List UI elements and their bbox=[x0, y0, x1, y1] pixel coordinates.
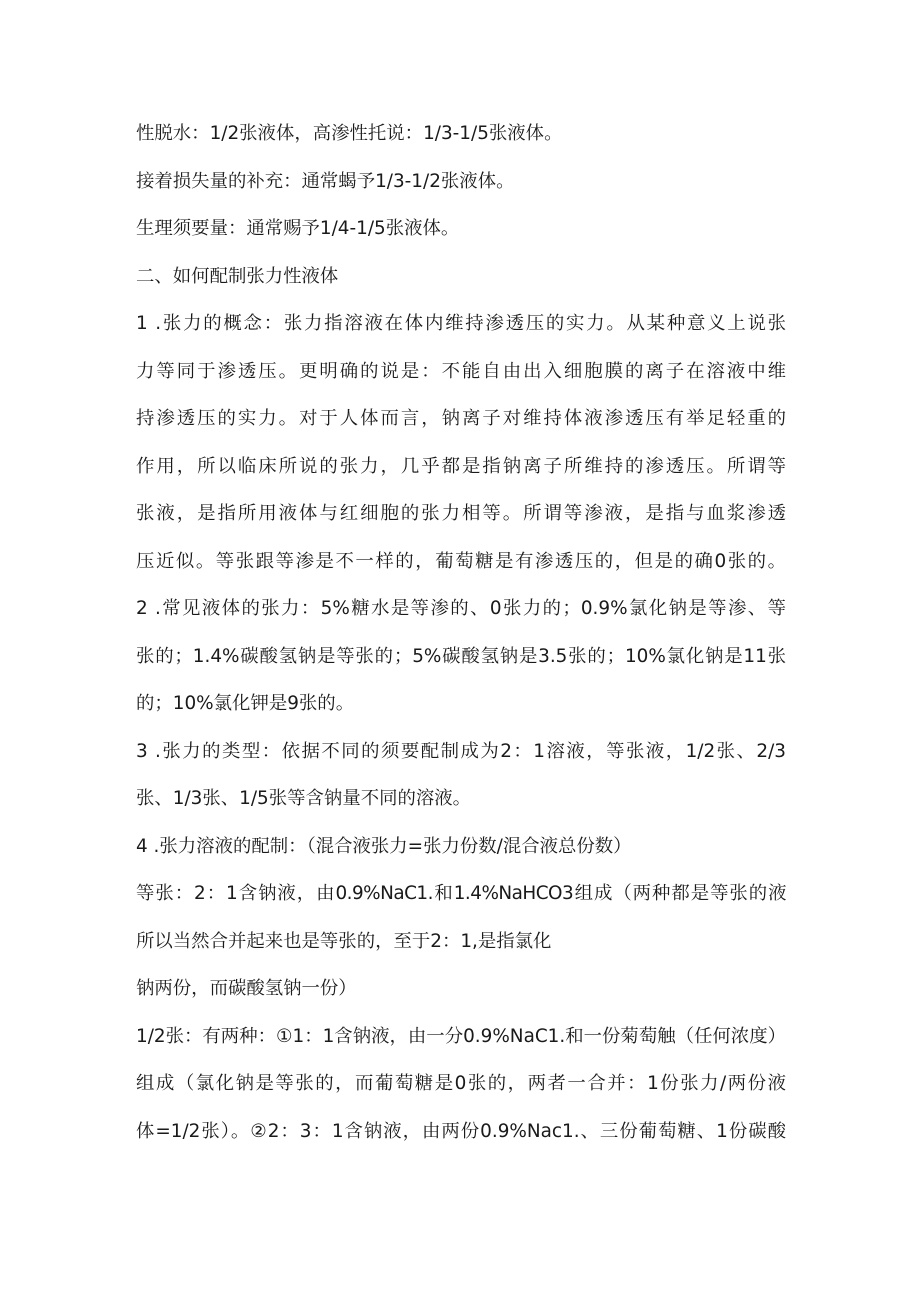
text-line: 性脱水：1/2张液体，高渗性托说：1/3-1/5张液体。 bbox=[136, 123, 563, 144]
text-line: 3 .张力的类型：依据不同的须要配制成为2：1溶液，等张液，1/2张、2/3 bbox=[136, 740, 786, 762]
text-line: 1/2张：有两种：①1：1含钠液，由一分0.9%NaC1.和一份菊萄触（任何浓度） bbox=[136, 1025, 786, 1047]
text-line: 张的；1.4%碳酸氢钠是等张的；5%碳酸氢钠是3.5张的；10%氯化钠是11张 bbox=[136, 645, 786, 667]
text-line: 所以当然合并起来也是等张的，至于2：1,是指氯化 bbox=[136, 930, 552, 952]
text-line: 1 .张力的概念：张力指溶液在体内维持渗透压的实力。从某种意义上说张 bbox=[136, 313, 786, 334]
text-line: 二、如何配制张力性液体 bbox=[136, 265, 339, 287]
text-line: 钠两份，而碳酸氢钠一份） bbox=[136, 978, 357, 999]
text-line: 压近似。等张跟等渗是不一样的，葡萄糖是有渗透压的，但是的确0张的。 bbox=[136, 550, 786, 572]
text-line: 张、1/3张、1/5张等含钠量不同的溶液。 bbox=[136, 788, 472, 809]
text-line: 的；10%氯化钾是9张的。 bbox=[136, 693, 355, 714]
text-line: 作用，所以临床所说的张力，几乎都是指钠离子所维持的渗透压。所谓等 bbox=[136, 455, 786, 477]
text-line: 体=1/2张）。②2：3：1含钠液，由两份0.9%Nac1.、三份葡萄糖、1份碳酸 bbox=[136, 1120, 786, 1142]
text-line: 组成（氯化钠是等张的，而葡萄糖是0张的，两者一合并：1份张力/两份液 bbox=[136, 1073, 786, 1094]
text-line: 持渗透压的实力。对于人体而言，钠离子对维持体液渗透压有举足轻重的 bbox=[136, 408, 786, 429]
text-line: 2 .常见液体的张力：5%糖水是等渗的、0张力的；0.9%氯化钠是等渗、等 bbox=[136, 598, 786, 619]
text-line: 张液，是指所用液体与红细胞的张力相等。所谓等渗液，是指与血浆渗透 bbox=[136, 503, 786, 524]
text-line: 生理须要量：通常赐予1/4-1/5张液体。 bbox=[136, 218, 460, 239]
text-line: 4 .张力溶液的配制：（混合液张力=张力份数/混合液总份数） bbox=[136, 835, 632, 857]
document-body bbox=[136, 110, 786, 1155]
text-line: 接着损失量的补充：通常蝎予1/3-1/2张液体。 bbox=[136, 170, 515, 192]
text-line: 力等同于渗透压。更明确的说是：不能自由出入细胞膜的离子在溶液中维 bbox=[136, 360, 786, 382]
text-line: 等张：2：1含钠液，由0.9%NaC1.和1.4%NaHCO3组成（两种都是等张的液 bbox=[136, 883, 786, 904]
